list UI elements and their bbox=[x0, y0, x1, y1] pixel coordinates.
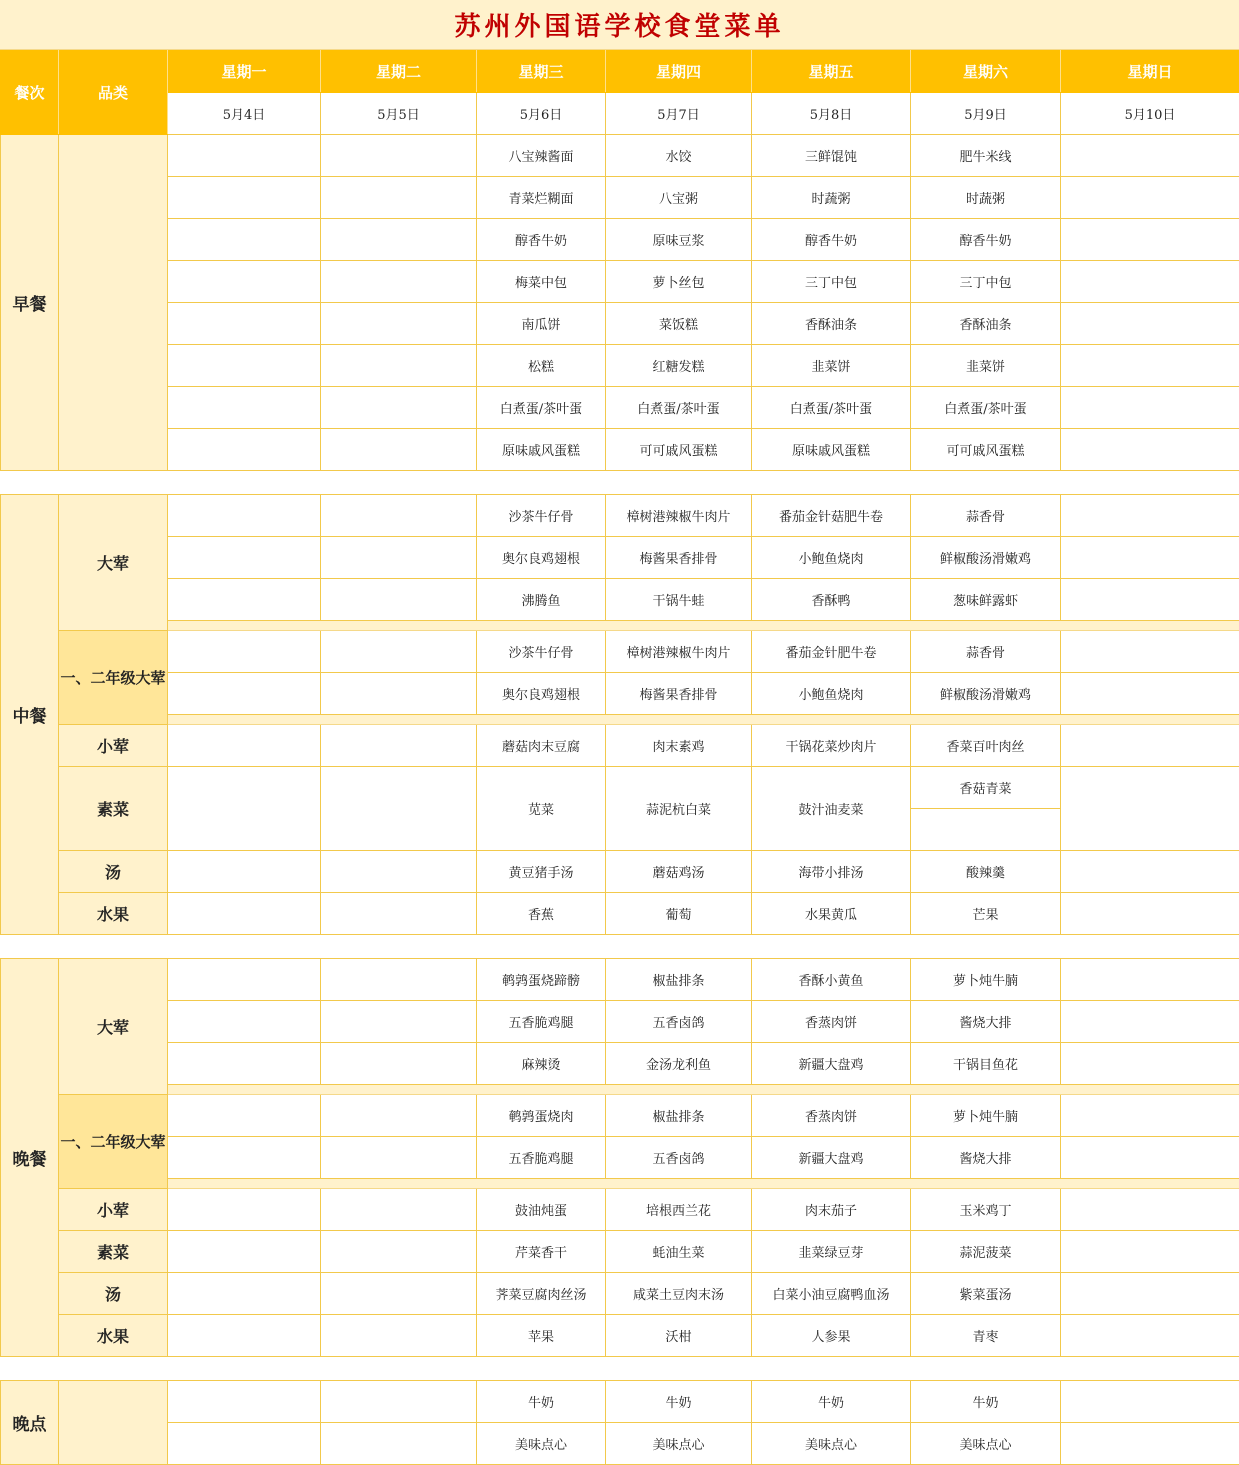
dish-cell bbox=[1061, 1189, 1239, 1231]
table-row bbox=[1, 1085, 1239, 1095]
dish-cell bbox=[168, 387, 321, 429]
dish-cell bbox=[321, 1189, 477, 1231]
dish-cell bbox=[1061, 725, 1239, 767]
dish-cell bbox=[321, 537, 477, 579]
dish-cell bbox=[321, 1381, 477, 1423]
dish-cell: 八宝粥 bbox=[606, 177, 752, 219]
dish-cell bbox=[168, 725, 321, 767]
dish-cell bbox=[321, 135, 477, 177]
table-row bbox=[1, 537, 1239, 579]
header-date: 5月6日 bbox=[477, 93, 606, 135]
dish-cell: 梅酱果香排骨 bbox=[606, 673, 752, 715]
table-row bbox=[1, 1001, 1239, 1043]
dish-cell: 酸辣羹 bbox=[911, 851, 1061, 893]
dish-cell: 梅酱果香排骨 bbox=[606, 537, 752, 579]
table-row bbox=[1, 1189, 1239, 1231]
header-weekday: 星期六 bbox=[911, 51, 1061, 93]
dish-cell bbox=[321, 579, 477, 621]
dish-cell: 椒盐排条 bbox=[606, 959, 752, 1001]
header-meal: 餐次 bbox=[1, 51, 59, 135]
dish-cell: 五香脆鸡腿 bbox=[477, 1001, 606, 1043]
category-small-meat: 小荤 bbox=[59, 725, 168, 767]
category-fruit: 水果 bbox=[59, 1315, 168, 1357]
dish-cell bbox=[168, 1423, 321, 1465]
dish-cell: 醇香牛奶 bbox=[911, 219, 1061, 261]
dish-cell: 美味点心 bbox=[477, 1423, 606, 1465]
category-big-meat-grade12: 一、二年级大荤 bbox=[59, 631, 168, 725]
dish-cell: 牛奶 bbox=[606, 1381, 752, 1423]
dish-cell bbox=[1061, 495, 1239, 537]
category-cell bbox=[59, 135, 168, 471]
table-row bbox=[1, 219, 1239, 261]
dish-cell bbox=[1061, 219, 1239, 261]
dish-cell: 沃柑 bbox=[606, 1315, 752, 1357]
dish-cell: 萝卜炖牛腩 bbox=[911, 959, 1061, 1001]
dish-cell bbox=[168, 1315, 321, 1357]
dish-cell bbox=[1061, 1273, 1239, 1315]
dish-cell: 三丁中包 bbox=[911, 261, 1061, 303]
dish-cell bbox=[168, 303, 321, 345]
category-big-meat: 大荤 bbox=[59, 495, 168, 631]
category-big-meat-grade12: 一、二年级大荤 bbox=[59, 1095, 168, 1189]
dish-cell bbox=[1061, 537, 1239, 579]
table-row bbox=[1, 471, 1239, 495]
header-weekday: 星期日 bbox=[1061, 51, 1239, 93]
dish-cell: 椒盐排条 bbox=[606, 1095, 752, 1137]
dish-cell: 香酥鸭 bbox=[752, 579, 911, 621]
dish-cell bbox=[168, 177, 321, 219]
dish-cell bbox=[1061, 1423, 1239, 1465]
dish-cell: 白煮蛋/茶叶蛋 bbox=[477, 387, 606, 429]
dish-cell bbox=[168, 135, 321, 177]
dish-cell bbox=[168, 959, 321, 1001]
table-row bbox=[1, 261, 1239, 303]
dish-cell bbox=[1061, 1043, 1239, 1085]
divider bbox=[168, 621, 1239, 631]
dish-cell: 醇香牛奶 bbox=[477, 219, 606, 261]
dish-cell bbox=[1061, 177, 1239, 219]
dish-cell: 酱烧大排 bbox=[911, 1001, 1061, 1043]
table-row bbox=[1, 767, 1239, 809]
table-row bbox=[1, 429, 1239, 471]
dish-cell: 鲜椒酸汤滑嫩鸡 bbox=[911, 537, 1061, 579]
table-row bbox=[1, 1231, 1239, 1273]
dish-cell bbox=[168, 261, 321, 303]
dish-cell: 玉米鸡丁 bbox=[911, 1189, 1061, 1231]
table-row bbox=[1, 51, 1239, 93]
category-vegetable: 素菜 bbox=[59, 1231, 168, 1273]
dish-cell: 金汤龙利鱼 bbox=[606, 1043, 752, 1085]
table-row bbox=[1, 579, 1239, 621]
dish-cell bbox=[321, 1231, 477, 1273]
dish-cell bbox=[168, 1137, 321, 1179]
dish-cell bbox=[1061, 135, 1239, 177]
table-row bbox=[1, 935, 1239, 959]
menu-table bbox=[0, 50, 1239, 1465]
dish-cell: 酱烧大排 bbox=[911, 1137, 1061, 1179]
dish-cell: 五香脆鸡腿 bbox=[477, 1137, 606, 1179]
divider bbox=[168, 1085, 1239, 1095]
dish-cell: 水饺 bbox=[606, 135, 752, 177]
dish-cell: 原味戚风蛋糕 bbox=[752, 429, 911, 471]
dish-cell bbox=[321, 673, 477, 715]
dish-cell bbox=[168, 631, 321, 673]
dish-cell: 韭菜饼 bbox=[911, 345, 1061, 387]
header-date: 5月7日 bbox=[606, 93, 752, 135]
dish-cell: 美味点心 bbox=[911, 1423, 1061, 1465]
dish-cell: 苋菜 bbox=[477, 767, 606, 851]
dish-cell: 蘑菇肉末豆腐 bbox=[477, 725, 606, 767]
dish-cell: 小鲍鱼烧肉 bbox=[752, 673, 911, 715]
dish-cell bbox=[321, 495, 477, 537]
table-row bbox=[1, 1273, 1239, 1315]
dish-cell bbox=[1061, 893, 1239, 935]
dish-cell: 荠菜豆腐肉丝汤 bbox=[477, 1273, 606, 1315]
dish-cell bbox=[168, 673, 321, 715]
dish-cell bbox=[1061, 631, 1239, 673]
dish-cell: 萝卜炖牛腩 bbox=[911, 1095, 1061, 1137]
header-date: 5月9日 bbox=[911, 93, 1061, 135]
header-weekday: 星期一 bbox=[168, 51, 321, 93]
dish-cell: 香酥油条 bbox=[911, 303, 1061, 345]
table-row bbox=[1, 715, 1239, 725]
dish-cell bbox=[168, 1381, 321, 1423]
header-date: 5月8日 bbox=[752, 93, 911, 135]
dish-cell: 牛奶 bbox=[752, 1381, 911, 1423]
dish-cell: 麻辣烫 bbox=[477, 1043, 606, 1085]
dish-cell: 人参果 bbox=[752, 1315, 911, 1357]
table-row bbox=[1, 725, 1239, 767]
dish-cell: 肉末茄子 bbox=[752, 1189, 911, 1231]
dish-cell bbox=[321, 1137, 477, 1179]
dish-cell bbox=[1061, 851, 1239, 893]
dish-cell: 原味戚风蛋糕 bbox=[477, 429, 606, 471]
dish-cell bbox=[321, 1273, 477, 1315]
dish-cell bbox=[321, 1095, 477, 1137]
dish-cell bbox=[321, 345, 477, 387]
dish-cell: 香蒸肉饼 bbox=[752, 1001, 911, 1043]
dish-cell: 沙茶牛仔骨 bbox=[477, 631, 606, 673]
header-weekday: 星期二 bbox=[321, 51, 477, 93]
table-row bbox=[1, 345, 1239, 387]
dish-cell: 可可戚风蛋糕 bbox=[606, 429, 752, 471]
dish-cell bbox=[321, 387, 477, 429]
divider bbox=[168, 1179, 1239, 1189]
dish-cell bbox=[321, 725, 477, 767]
dish-cell bbox=[168, 219, 321, 261]
dish-cell bbox=[168, 767, 321, 851]
table-row bbox=[1, 495, 1239, 537]
dish-cell: 新疆大盘鸡 bbox=[752, 1043, 911, 1085]
dish-cell bbox=[1061, 429, 1239, 471]
table-row bbox=[1, 93, 1239, 135]
table-row bbox=[1, 851, 1239, 893]
dish-cell: 五香卤鸽 bbox=[606, 1137, 752, 1179]
table-row bbox=[1, 303, 1239, 345]
dish-cell: 时蔬粥 bbox=[752, 177, 911, 219]
dish-cell bbox=[321, 1423, 477, 1465]
table-row bbox=[1, 1179, 1239, 1189]
dish-cell: 香菜百叶肉丝 bbox=[911, 725, 1061, 767]
dish-cell bbox=[1061, 1001, 1239, 1043]
dish-cell: 肥牛米线 bbox=[911, 135, 1061, 177]
dish-cell bbox=[321, 1043, 477, 1085]
spacer bbox=[1, 935, 1239, 959]
dish-cell: 美味点心 bbox=[606, 1423, 752, 1465]
dish-cell: 香酥油条 bbox=[752, 303, 911, 345]
dish-cell bbox=[321, 851, 477, 893]
dish-cell bbox=[1061, 1137, 1239, 1179]
dish-cell: 蒜泥菠菜 bbox=[911, 1231, 1061, 1273]
dish-cell bbox=[1061, 387, 1239, 429]
table-row bbox=[1, 135, 1239, 177]
dish-cell bbox=[168, 495, 321, 537]
dish-cell: 奥尔良鸡翅根 bbox=[477, 537, 606, 579]
dish-cell: 南瓜饼 bbox=[477, 303, 606, 345]
dish-cell: 梅菜中包 bbox=[477, 261, 606, 303]
dish-cell: 芒果 bbox=[911, 893, 1061, 935]
dish-cell: 芹菜香干 bbox=[477, 1231, 606, 1273]
dish-cell: 香酥小黄鱼 bbox=[752, 959, 911, 1001]
dish-cell: 干锅目鱼花 bbox=[911, 1043, 1061, 1085]
dish-cell bbox=[1061, 1381, 1239, 1423]
table-row bbox=[1, 1315, 1239, 1357]
dish-cell bbox=[168, 579, 321, 621]
dish-cell bbox=[1061, 959, 1239, 1001]
dish-cell: 三鲜馄饨 bbox=[752, 135, 911, 177]
dish-cell: 番茄金针肥牛卷 bbox=[752, 631, 911, 673]
dish-cell bbox=[168, 1095, 321, 1137]
dish-cell bbox=[321, 219, 477, 261]
dish-cell: 可可戚风蛋糕 bbox=[911, 429, 1061, 471]
dish-cell: 原味豆浆 bbox=[606, 219, 752, 261]
dish-cell bbox=[168, 893, 321, 935]
dish-cell: 香蕉 bbox=[477, 893, 606, 935]
dish-cell: 白煮蛋/茶叶蛋 bbox=[752, 387, 911, 429]
dish-cell: 苹果 bbox=[477, 1315, 606, 1357]
dish-cell: 三丁中包 bbox=[752, 261, 911, 303]
dish-cell: 蒜香骨 bbox=[911, 495, 1061, 537]
spacer bbox=[1, 1357, 1239, 1381]
dish-cell bbox=[321, 893, 477, 935]
category-vegetable: 素菜 bbox=[59, 767, 168, 851]
meal-label-dinner: 晚餐 bbox=[1, 959, 59, 1357]
dish-cell: 醇香牛奶 bbox=[752, 219, 911, 261]
dish-cell: 沙茶牛仔骨 bbox=[477, 495, 606, 537]
dish-cell bbox=[1061, 1095, 1239, 1137]
dish-cell: 萝卜丝包 bbox=[606, 261, 752, 303]
dish-cell: 咸菜土豆肉末汤 bbox=[606, 1273, 752, 1315]
dish-cell bbox=[321, 1315, 477, 1357]
dish-cell: 鹌鹑蛋烧肉 bbox=[477, 1095, 606, 1137]
dish-cell bbox=[168, 851, 321, 893]
dish-cell bbox=[321, 959, 477, 1001]
dish-cell bbox=[1061, 303, 1239, 345]
category-small-meat: 小荤 bbox=[59, 1189, 168, 1231]
dish-cell bbox=[321, 261, 477, 303]
dish-cell bbox=[168, 1043, 321, 1085]
dish-cell: 奥尔良鸡翅根 bbox=[477, 673, 606, 715]
dish-cell: 鹌鹑蛋烧蹄髈 bbox=[477, 959, 606, 1001]
header-category: 品类 bbox=[59, 51, 168, 135]
table-row bbox=[1, 959, 1239, 1001]
meal-label-breakfast: 早餐 bbox=[1, 135, 59, 471]
category-cell bbox=[59, 1381, 168, 1465]
dish-cell: 牛奶 bbox=[477, 1381, 606, 1423]
table-row bbox=[1, 893, 1239, 935]
dish-cell bbox=[168, 345, 321, 387]
dish-cell bbox=[1061, 673, 1239, 715]
table-row bbox=[1, 1423, 1239, 1465]
header-date: 5月4日 bbox=[168, 93, 321, 135]
dish-cell: 水果黄瓜 bbox=[752, 893, 911, 935]
header-date: 5月5日 bbox=[321, 93, 477, 135]
dish-cell: 白菜小油豆腐鸭血汤 bbox=[752, 1273, 911, 1315]
dish-cell bbox=[168, 1231, 321, 1273]
table-row bbox=[1, 387, 1239, 429]
dish-cell: 干锅牛蛙 bbox=[606, 579, 752, 621]
table-row bbox=[1, 631, 1239, 673]
dish-cell bbox=[321, 177, 477, 219]
category-soup: 汤 bbox=[59, 851, 168, 893]
category-fruit: 水果 bbox=[59, 893, 168, 935]
dish-cell: 葱味鲜露虾 bbox=[911, 579, 1061, 621]
dish-cell bbox=[168, 1273, 321, 1315]
divider bbox=[168, 715, 1239, 725]
dish-cell: 红糖发糕 bbox=[606, 345, 752, 387]
dish-cell bbox=[321, 429, 477, 471]
dish-cell: 番茄金针菇肥牛卷 bbox=[752, 495, 911, 537]
dish-cell: 樟树港辣椒牛肉片 bbox=[606, 495, 752, 537]
meal-label-night-snack: 晚点 bbox=[1, 1381, 59, 1465]
category-soup: 汤 bbox=[59, 1273, 168, 1315]
dish-cell bbox=[321, 1001, 477, 1043]
dish-cell bbox=[321, 631, 477, 673]
table-row bbox=[1, 621, 1239, 631]
dish-cell bbox=[1061, 1315, 1239, 1357]
dish-cell: 肉末素鸡 bbox=[606, 725, 752, 767]
dish-cell: 黄豆猪手汤 bbox=[477, 851, 606, 893]
table-row bbox=[1, 1381, 1239, 1423]
dish-cell bbox=[168, 429, 321, 471]
dish-cell: 鼓油炖蛋 bbox=[477, 1189, 606, 1231]
dish-cell: 青枣 bbox=[911, 1315, 1061, 1357]
dish-cell: 海带小排汤 bbox=[752, 851, 911, 893]
dish-cell: 新疆大盘鸡 bbox=[752, 1137, 911, 1179]
dish-cell: 白煮蛋/茶叶蛋 bbox=[606, 387, 752, 429]
table-row bbox=[1, 177, 1239, 219]
dish-cell: 美味点心 bbox=[752, 1423, 911, 1465]
dish-cell: 香蒸肉饼 bbox=[752, 1095, 911, 1137]
dish-cell bbox=[168, 1189, 321, 1231]
header-weekday: 星期五 bbox=[752, 51, 911, 93]
dish-cell: 樟树港辣椒牛肉片 bbox=[606, 631, 752, 673]
dish-cell: 白煮蛋/茶叶蛋 bbox=[911, 387, 1061, 429]
dish-cell: 沸腾鱼 bbox=[477, 579, 606, 621]
dish-cell: 葡萄 bbox=[606, 893, 752, 935]
dish-cell: 菜饭糕 bbox=[606, 303, 752, 345]
dish-cell: 八宝辣酱面 bbox=[477, 135, 606, 177]
dish-cell bbox=[1061, 767, 1239, 851]
dish-cell: 蘑菇鸡汤 bbox=[606, 851, 752, 893]
dish-cell bbox=[1061, 1231, 1239, 1273]
dish-cell bbox=[1061, 579, 1239, 621]
dish-cell: 牛奶 bbox=[911, 1381, 1061, 1423]
dish-cell bbox=[321, 303, 477, 345]
table-row bbox=[1, 1095, 1239, 1137]
dish-cell: 干锅花菜炒肉片 bbox=[752, 725, 911, 767]
dish-cell bbox=[168, 1001, 321, 1043]
dish-cell: 蚝油生菜 bbox=[606, 1231, 752, 1273]
dish-cell: 培根西兰花 bbox=[606, 1189, 752, 1231]
dish-cell: 韭菜绿豆芽 bbox=[752, 1231, 911, 1273]
dish-cell: 青菜烂糊面 bbox=[477, 177, 606, 219]
dish-cell: 韭菜饼 bbox=[752, 345, 911, 387]
page-title: 苏州外国语学校食堂菜单 bbox=[0, 0, 1239, 50]
dish-cell bbox=[168, 537, 321, 579]
dish-cell bbox=[1061, 261, 1239, 303]
table-row bbox=[1, 1043, 1239, 1085]
header-weekday: 星期四 bbox=[606, 51, 752, 93]
dish-cell: 香菇青菜 bbox=[911, 767, 1061, 809]
dish-cell: 松糕 bbox=[477, 345, 606, 387]
dish-cell: 时蔬粥 bbox=[911, 177, 1061, 219]
dish-cell: 五香卤鸽 bbox=[606, 1001, 752, 1043]
dish-cell: 蒜香骨 bbox=[911, 631, 1061, 673]
dish-cell: 蒜泥杭白菜 bbox=[606, 767, 752, 851]
dish-cell bbox=[321, 767, 477, 851]
dish-cell: 鼓汁油麦菜 bbox=[752, 767, 911, 851]
dish-cell: 小鲍鱼烧肉 bbox=[752, 537, 911, 579]
dish-cell: 鲜椒酸汤滑嫩鸡 bbox=[911, 673, 1061, 715]
table-row bbox=[1, 1137, 1239, 1179]
dish-cell: 紫菜蛋汤 bbox=[911, 1273, 1061, 1315]
dish-cell bbox=[911, 809, 1061, 851]
category-big-meat: 大荤 bbox=[59, 959, 168, 1095]
meal-label-lunch: 中餐 bbox=[1, 495, 59, 935]
table-row bbox=[1, 673, 1239, 715]
header-date: 5月10日 bbox=[1061, 93, 1239, 135]
spacer bbox=[1, 471, 1239, 495]
dish-cell bbox=[1061, 345, 1239, 387]
table-row bbox=[1, 1357, 1239, 1381]
header-weekday: 星期三 bbox=[477, 51, 606, 93]
